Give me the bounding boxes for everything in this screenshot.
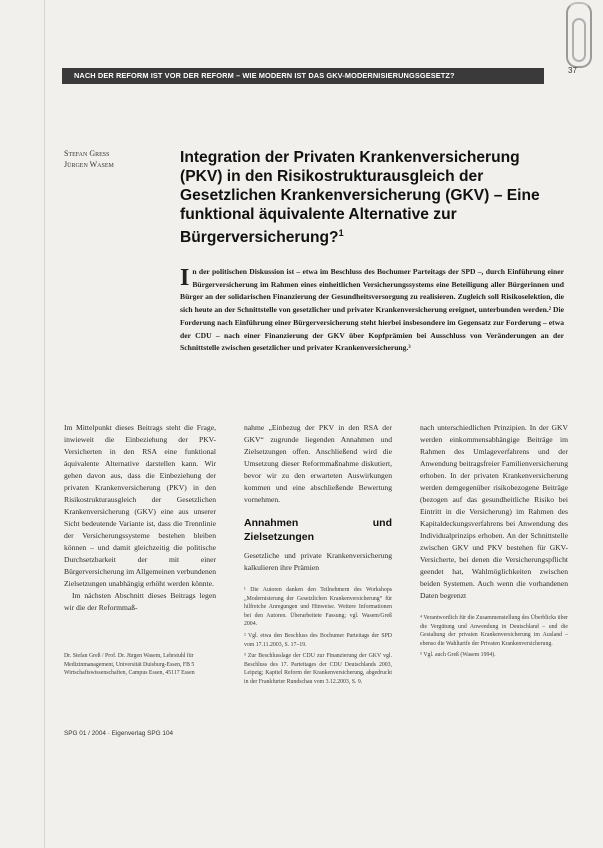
footnote-2: ² Vgl. etwa den Beschluss des Bochumer Parteitags der SPD vom 17.11.2003, S. 17–19. bbox=[244, 632, 392, 648]
col3-paragraph-1: nach unterschiedlichen Prinzipien. In der GKV werden einkommensabhängige Beiträge im Rahmen des Umlageverfahrens und der Anwendung beitragsfreier Familienversicherung erhoben. In der privaten Krankenversicherung werden demgegenüber risikobezogene Beiträge (bezogen auf das gesundheitliche Risiko bei Eintritt in die Versicherung) im Rahmen des Kapitaldeckungsverfahrens bei Anwendung des Individualprinzips erhoben. An der Schnittstelle zwischen GKV und PKV bestehen für GKV-Versicherte, bei denen die Versicherungspflicht geendet hat, Wahlmöglichkeiten zwischen beiden Systemen. Auch wenn die vorhandenen Daten begrenzt bbox=[420, 423, 568, 600]
column-3 bbox=[420, 422, 568, 663]
author-1: Stefan Greß bbox=[64, 149, 110, 158]
authors bbox=[64, 148, 114, 170]
footnotes-col2 bbox=[244, 582, 392, 687]
page-footer: SPG 01 / 2004 · Eigenverlag SPG 104 bbox=[64, 730, 174, 737]
col1-paragraph-2: Im nächsten Abschnitt dieses Beitrags legen wir die der Reformmaß- bbox=[64, 591, 216, 612]
footnote-4: ⁴ Verantwortlich für die Zusammenstellung des Überblicks über die Vergütung und Anwendung in Deutschland – und die Gestaltung der privaten Krankenversicherung im Ausland – ebenso die Wahltarife der Privaten Krankenversicherung. bbox=[420, 615, 568, 647]
page-number: 37 bbox=[568, 66, 577, 75]
footnote-5: ⁵ Vgl. auch Greß (Wasem 1994). bbox=[420, 652, 496, 659]
column-1 bbox=[64, 422, 216, 614]
col2-paragraph-2: Gesetzliche und private Krankenversicherung kalkulieren ihre Prämien bbox=[244, 551, 392, 572]
author-2: Jürgen Wasem bbox=[64, 160, 114, 169]
title-text: Integration der Privaten Krankenversicherung (PKV) in den Risikostrukturausgleich der Gesetzlichen Krankenversicherung (GKV) – Eine funktional äquivalente Alternative zur Bürgerversicherung? bbox=[180, 149, 540, 247]
paper-clip-icon bbox=[566, 2, 592, 68]
article-title bbox=[180, 148, 560, 247]
drop-cap: I bbox=[180, 265, 190, 291]
footnotes-col3 bbox=[420, 610, 568, 660]
footnote-3: ³ Zur Beschlusslage der CDU zur Finanzierung der GKV vgl. Beschluss des 17. Parteitages der CDU Deutschlands 2003, Leipzig; Kapitel Reform der Krankenversicherung, abgedruckt in der Frankfurter Rundschau vom 3.12.2003, S. 9. bbox=[244, 653, 392, 685]
footnote-1: ¹ Die Autoren danken den Teilnehmern des Workshops „Modernisierung der Gesetzlichen Krankenversicherung“ für hilfreiche Anregungen und Hinweise. Weitere Informationen bei den Autoren. Überarbeitete Fassung; vgl. Wasem/Greß 2004. bbox=[244, 587, 392, 628]
section-heading: Annahmen und Zielsetzungen bbox=[244, 517, 392, 543]
title-footnote-marker: 1 bbox=[338, 228, 344, 238]
section-banner: NACH DER REFORM IST VOR DER REFORM – WIE MODERN IST DAS GKV-MODERNISIERUNGSGESETZ? bbox=[62, 68, 544, 84]
abstract bbox=[180, 266, 564, 355]
author-affiliation: Dr. Stefan Greß / Prof. Dr. Jürgen Wasem, Lehrstuhl für Medizinmanagement, Universität Duisburg-Essen, FB 5 Wirtschaftswissenschaften, Campus Essen, 45117 Essen bbox=[64, 653, 195, 677]
col1-paragraph-1: Im Mittelpunkt dieses Beitrags steht die Frage, inwieweit die Einbeziehung der PKV-Versicherten in den RSA eine funktional äquivalente Alternative darstellen kann. Wir gehen davon aus, dass die Einbeziehung der privaten Krankenversicherung (PKV) in den Risikostrukturausgleich der Gesetzlichen Krankenversicherung (GKV) eine aus unserer Sicht bedeutende Variante ist, dass die Trennlinie der Versicherungssysteme bestehen bleiben können – und damit gleichzeitig die politische Durchsetzbarkeit der mit einer Bürgerversicherung im Allgemeinen verbundenen Zielsetzungen unabhängig erhöht werden könnte. bbox=[64, 423, 216, 588]
abstract-text: n der politischen Diskussion ist – etwa im Beschluss des Bochumer Parteitags der SPD –, durch Einführung einer Bürgerversicherung im Rahmen eines einheitlichen Versicherungssystems eine Beteiligung aller Bürgerinnen und Bürger an der solidarischen Finanzierung der Gesundheitsversorgung zu realisieren. Zugleich soll Risikoselektion, die sich heute an der Schnittstelle von gesetzlicher und privater Krankenversicherung ereignet, unterbunden werden.² Die Forderung nach Einführung einer Bürgerversicherung steht hierbei insbesondere im Gegensatz zur Forderung – etwa der CDU – nach einer Finanzierung der GKV über Kopfprämien bei Ausschluss von Veränderungen an der Schnittstelle zwischen gesetzlicher und privater Krankenversicherung.³ bbox=[180, 267, 564, 353]
column-2 bbox=[244, 422, 392, 690]
col2-paragraph-1: nahme „Einbezug der PKV in den RSA der GKV“ zugrunde liegenden Annahmen und Zielsetzungen offen. Anschließend wird die Umsetzung dieser Reformmaßnahme diskutiert, bevor wir zu den erwarteten Auswirkungen kommen und eine abschließende Bewertung vornehmen. bbox=[244, 423, 392, 504]
page-edge bbox=[44, 0, 45, 848]
